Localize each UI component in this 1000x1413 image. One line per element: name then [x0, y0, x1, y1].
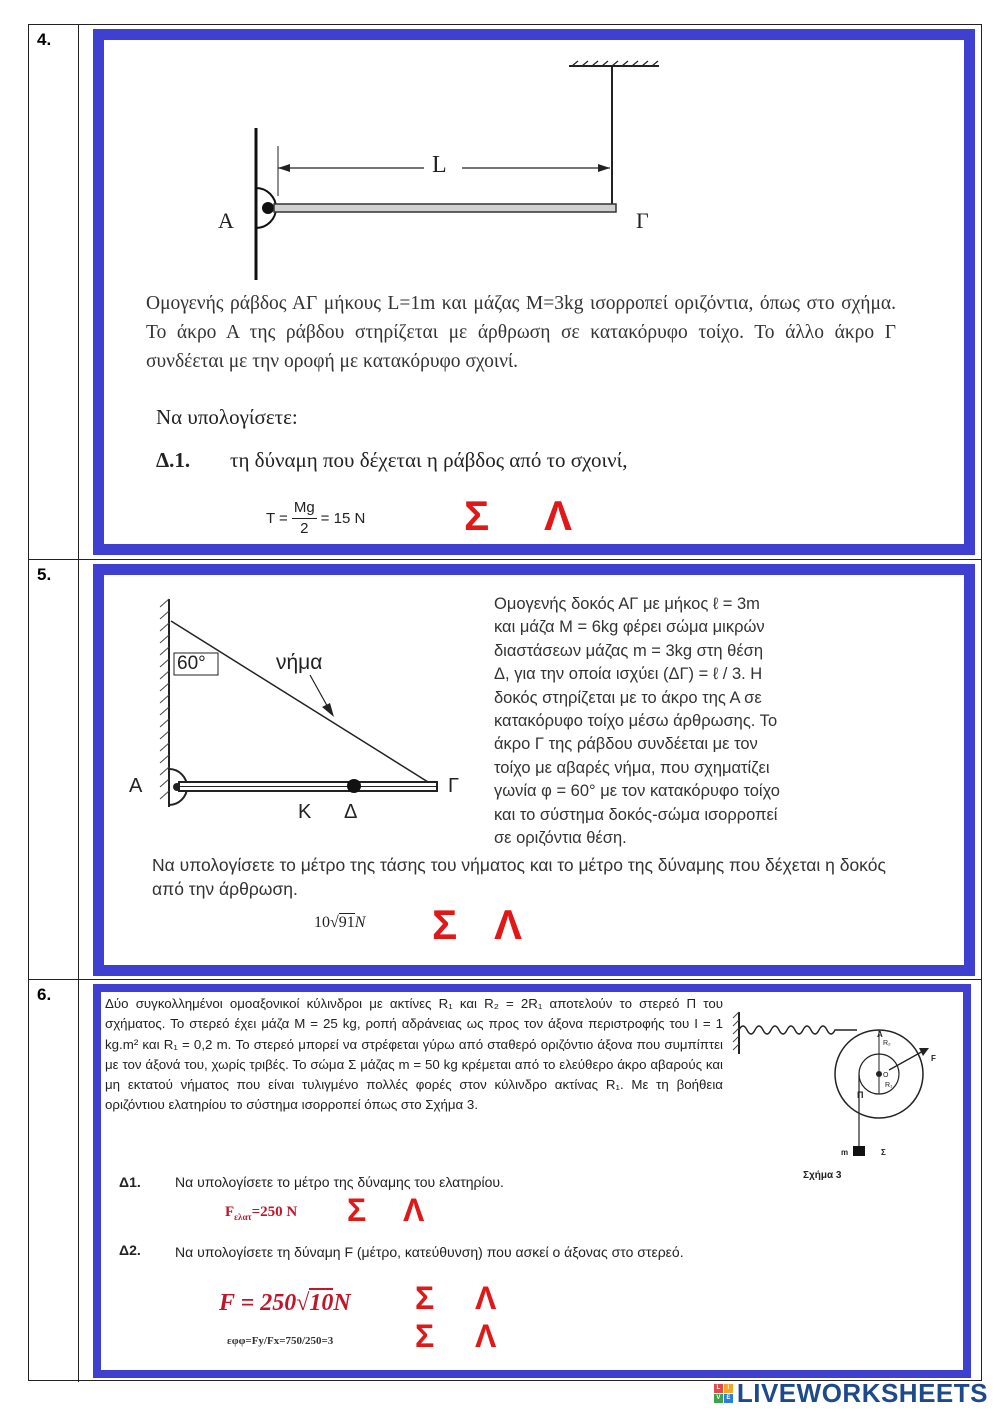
label-A: A	[218, 208, 234, 233]
text-line: σε οριζόντια θέση.	[494, 829, 627, 848]
d2-false-option[interactable]: Λ	[475, 1280, 497, 1316]
label-delta: Δ	[344, 801, 358, 823]
d2-answer-lhs: F = 250	[219, 1290, 297, 1316]
text-line: τοίχο με αβαρές νήμα, που σχηματίζει	[494, 758, 770, 777]
formula-lhs: T =	[266, 510, 288, 527]
formula-rhs: = 15 N	[320, 510, 366, 527]
label-Pi: Π	[857, 1090, 864, 1100]
d3-answer: εφφ=Fy/Fx=750/250=3	[227, 1335, 334, 1347]
question-row-5	[29, 560, 981, 980]
question-number: 6.	[37, 985, 52, 1004]
d1-label: Δ1.	[119, 1174, 141, 1190]
figure-caption: Σχήμα 3	[803, 1170, 842, 1181]
true-option[interactable]: Σ	[432, 901, 458, 948]
d1-answer-sub: ελατ	[234, 1212, 252, 1222]
label-A: Α	[129, 775, 143, 797]
beam-figure	[104, 575, 444, 835]
label-R2: R₂	[883, 1040, 891, 1047]
d2-answer-radicand: 10	[309, 1290, 334, 1316]
worksheet-table	[28, 24, 982, 1381]
text-line: γωνία φ = 60° με τον κατακόρυφο τοίχο	[494, 782, 780, 801]
answer-coefficient: 10	[314, 914, 330, 931]
d1-answer	[225, 1204, 297, 1222]
d2-text: Να υπολογίσετε τη δύναμη F (μέτρο, κατεύθυνση) που ασκεί ο άξονας στο στερεό.	[175, 1244, 684, 1260]
text-line: κατακόρυφο τοίχο μέσω άρθρωσης. Το	[494, 712, 778, 731]
text-line: Ομογενής δοκός ΑΓ με μήκος ℓ = 3m	[494, 595, 760, 613]
answer-unit: N	[354, 914, 366, 931]
answer-radicand: 91	[338, 914, 355, 931]
prompt: Να υπολογίσετε το μέτρο της τάσης του νήματος και το μέτρο της δύναμης που δέχεται η δοκός από την άρθρωση.	[152, 855, 886, 899]
d2-label: Δ2.	[119, 1242, 141, 1258]
text-line: διαστάσεων μάζας m = 3kg στη θέση	[494, 641, 764, 660]
brand-logo-icon	[714, 1384, 733, 1403]
cylinder-figure	[729, 1004, 969, 1174]
d2-true-option[interactable]: Σ	[415, 1280, 435, 1316]
logo-letter: V	[714, 1394, 723, 1403]
number-cell	[29, 980, 79, 1382]
question-number: 4.	[37, 30, 52, 49]
question-frame	[93, 984, 971, 1378]
d1-text: Να υπολογίσετε το μέτρο της δύναμης του ελατηρίου.	[175, 1174, 504, 1190]
label-F: F	[931, 1054, 936, 1063]
question-number: 5.	[37, 565, 52, 584]
subquestion-text: τη δύναμη που δέχεται η ράβδος από το σχοινί,	[230, 448, 628, 472]
subquestion-label: Δ.1.	[156, 448, 191, 472]
text-line: Δ, για την οποία ισχύει (ΔΓ) = ℓ / 3. Η	[494, 665, 763, 684]
text-line: δοκός στηρίζεται με το άκρο της Α σε	[494, 688, 762, 707]
angle-label: 60°	[177, 653, 206, 674]
d2-answer-unit: N	[333, 1290, 351, 1316]
prompt: Να υπολογίσετε:	[156, 405, 298, 429]
logo-letter: I	[724, 1384, 733, 1393]
label-A: A	[877, 1030, 883, 1039]
answer-formula	[266, 498, 365, 539]
true-option[interactable]: Σ	[464, 492, 490, 539]
fraction-numerator: Mg	[292, 498, 317, 519]
label-mass: m	[841, 1148, 849, 1157]
logo-letter: E	[724, 1394, 733, 1403]
string-label: νήμα	[276, 651, 323, 674]
problem-text: Ομογενής ράβδος ΑΓ μήκους L=1m και μάζας M=3kg ισορροπεί οριζόντια, όπως στο σχήμα. Το άκρο Α της ράβδου στηρίζεται με άρθρωση σε κατακόρυφο τοίχο. Το άλλο άκρο Γ συνδέεται με την οροφή με κατακόρυφο σχοινί.	[146, 293, 896, 372]
text-line: και μάζα Μ = 6kg φέρει σώμα μικρών	[494, 618, 765, 637]
problem-text	[494, 593, 780, 850]
d1-answer-prefix: F	[225, 1204, 235, 1220]
number-cell	[29, 25, 79, 559]
label-gamma: Γ	[448, 775, 460, 797]
false-option[interactable]: Λ	[544, 492, 573, 539]
label-L: L	[432, 152, 447, 178]
fraction	[292, 498, 317, 539]
text-line: άκρο Γ της ράβδου συνδέεται με τον	[494, 735, 758, 754]
question-frame	[93, 564, 975, 976]
question-row-6	[29, 980, 981, 1382]
d1-false-option[interactable]: Λ	[403, 1192, 425, 1228]
false-option[interactable]: Λ	[494, 901, 523, 948]
label-K: Κ	[298, 801, 312, 823]
sqrt-symbol: √	[330, 914, 339, 931]
d3-true-option[interactable]: Σ	[415, 1318, 435, 1354]
label-R1: R₁	[885, 1082, 893, 1089]
label-sigma: Σ	[881, 1148, 886, 1157]
label-O: O	[883, 1072, 889, 1079]
d2-answer	[219, 1288, 351, 1317]
d1-answer-value: =250 N	[251, 1204, 298, 1220]
question-row-4	[29, 25, 981, 560]
d3-false-option[interactable]: Λ	[475, 1318, 497, 1354]
fraction-denominator: 2	[300, 520, 309, 537]
brand-name: LIVEWORKSHEETS	[736, 1378, 988, 1408]
label-gamma: Γ	[636, 208, 649, 233]
logo-letter: L	[714, 1384, 723, 1393]
question-frame	[93, 29, 975, 555]
problem-text: Δύο συγκολλημένοι ομοαξονικοί κύλινδροι με ακτίνες R₁ και R₂ = 2R₁ αποτελούν το στερεό Π του σχήματος. Το στερεό έχει μάζα Μ = 25 kg, ροπή αδράνειας ως προς τον άξονα περιστροφής του Ι = 1 kg.m² και R₁ = 0,2 m. Το στερεό μπορεί να στρέφεται γύρω από σταθερό οριζόντιο άξονα που συμπίπτει με τον άξονά του, χωρίς τριβές. Το σώμα Σ μάζας m = 50 kg κρέμεται από το ελεύθερο άκρο αβαρούς και μη εκτατού νήματος που είναι τυλιγμένο πολλές φορές στον κύλινδρο ακτίνας R₁. Με τη βοήθεια οριζόντιου ελατηρίου το σύστημα ισορροπεί όπως στο Σχήμα 3.	[105, 996, 723, 1113]
liveworksheets-brand	[714, 1378, 988, 1409]
number-cell	[29, 560, 79, 979]
sqrt-symbol: √	[296, 1290, 310, 1316]
answer-formula	[314, 913, 365, 932]
text-line: και το σύστημα δοκός-σώμα ισορροπεί	[494, 805, 778, 824]
d1-true-option[interactable]: Σ	[347, 1192, 367, 1228]
